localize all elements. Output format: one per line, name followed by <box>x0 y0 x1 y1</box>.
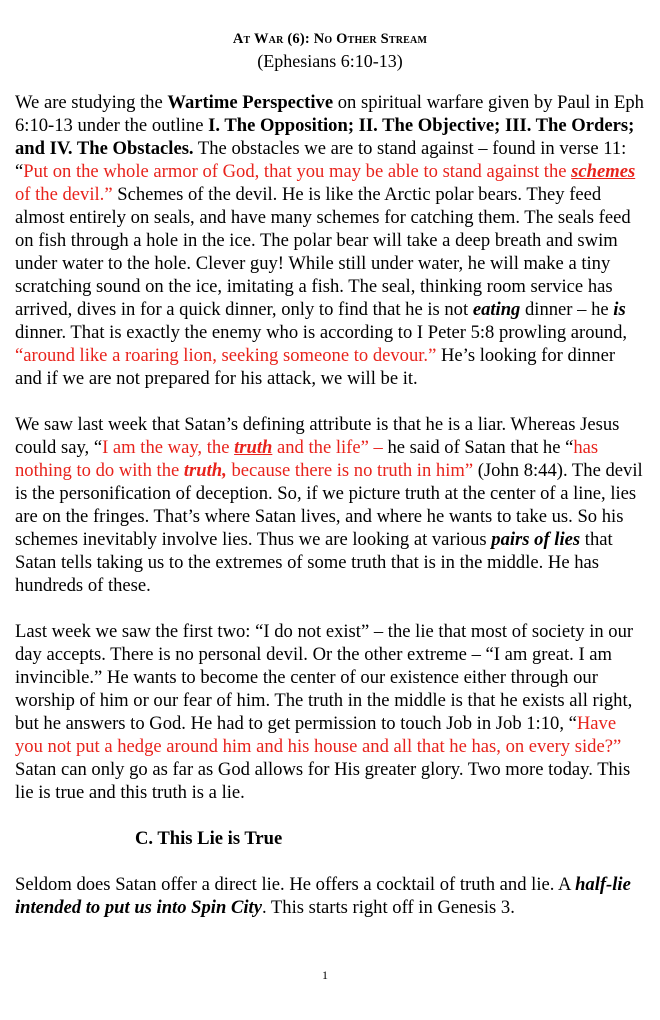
emphasis-text: eating <box>472 299 521 320</box>
bold-text: I. The Opposition; II. The Objective; III. The Orders; and IV. The Obstacles. <box>15 115 635 159</box>
text-run: Seldom does Satan offer a direct lie. He offers a cocktail of truth and lie. A <box>15 874 576 895</box>
scripture-quote: I am the way, the <box>102 437 235 458</box>
scripture-quote: Have you not put a hedge around him and his house and all that he has, on every side?” <box>15 713 622 757</box>
scripture-quote: and the life” – <box>272 437 383 458</box>
text-run: The obstacles we are to stand against – found in verse 11: “ <box>15 138 627 182</box>
text-run: he said of Satan that he “ <box>382 437 574 458</box>
text-run: dinner – he <box>520 299 614 320</box>
text-run: (John 8:44). The devil is the personification of deception. So, if we picture truth at the center of a line, lies are on the fringes. That’s where Satan lives, and where he wants to take us. So his schemes inevitably involve lies. Thus we are looking at various <box>15 460 643 550</box>
text-run: Last week we saw the first two: “I do not exist” – the lie that most of society in our day accepts. There is no personal devil. Or the other extreme – “I am great. I am invincible.” He wants to become the center of our existence either through our worship of him or our fear of him. The truth in the middle is that he exists all right, but he answers to God. He had to get permission to touch Job in Job 1:10, “ <box>15 621 634 734</box>
paragraph-1 <box>15 91 645 390</box>
scripture-emphasis: truth <box>234 437 273 458</box>
emphasis-text: is <box>613 299 626 320</box>
bold-text: Wartime Perspective <box>167 92 334 113</box>
document-page <box>15 28 645 942</box>
text-run: on spiritual warfare given by Paul in Eph 6:10-13 under the outline <box>15 92 644 136</box>
text-run: He’s looking for dinner and if we are not prepared for his attack, we will be it. <box>15 345 616 389</box>
text-run: dinner. That is exactly the enemy who is according to I Peter 5:8 prowling around, <box>15 322 628 343</box>
scripture-quote: Put on the whole armor of God, that you may be able to stand against the <box>23 161 572 182</box>
text-run: Schemes of the devil. He is like the Arctic polar bears. They feed almost entirely on seals, and have many schemes for catching them. The seals feed on fish through a hole in the ice. The polar bear will take a deep breath and swim under water to the hole. Clever guy! While still under water, he will make a tiny scratching sound on the ice, imitating a fish. The seal, thinking room service has arrived, dives in for a quick dinner, only to find that he is not <box>15 184 631 320</box>
page-title: At War (6): No Other Stream <box>232 31 428 47</box>
paragraph-2 <box>15 413 645 597</box>
scripture-emphasis: schemes <box>571 161 636 182</box>
text-run: We are studying the <box>15 92 168 113</box>
scripture-quote: has nothing to do with the <box>15 437 599 481</box>
text-run: . This starts right off in Genesis 3. <box>261 897 515 918</box>
emphasis-text: pairs of lies <box>491 529 581 550</box>
page-subtitle: (Ephesians 6:10-13) <box>257 51 403 71</box>
section-heading: C. This Lie is True <box>135 828 283 849</box>
text-run: We saw last week that Satan’s defining attribute is that he is a liar. Whereas Jesus could say, “ <box>15 414 620 458</box>
scripture-quote: of the devil.” <box>15 184 113 205</box>
paragraph-4 <box>15 873 645 919</box>
text-run: that Satan tells taking us to the extremes of some truth that is in the middle. He has hundreds of these. <box>15 529 613 596</box>
emphasis-text: half-lie intended to put us into Spin City <box>15 874 631 918</box>
paragraph-3 <box>15 620 645 804</box>
scripture-quote: because there is no truth in him” <box>226 460 474 481</box>
scripture-quote: “around like a roaring lion, seeking someone to devour.” <box>15 345 437 366</box>
page-number: 1 <box>322 968 328 982</box>
text-run: Satan can only go as far as God allows for His greater glory. Two more today. This lie is true and this truth is a lie. <box>15 759 631 803</box>
scripture-emphasis: truth, <box>183 460 227 481</box>
